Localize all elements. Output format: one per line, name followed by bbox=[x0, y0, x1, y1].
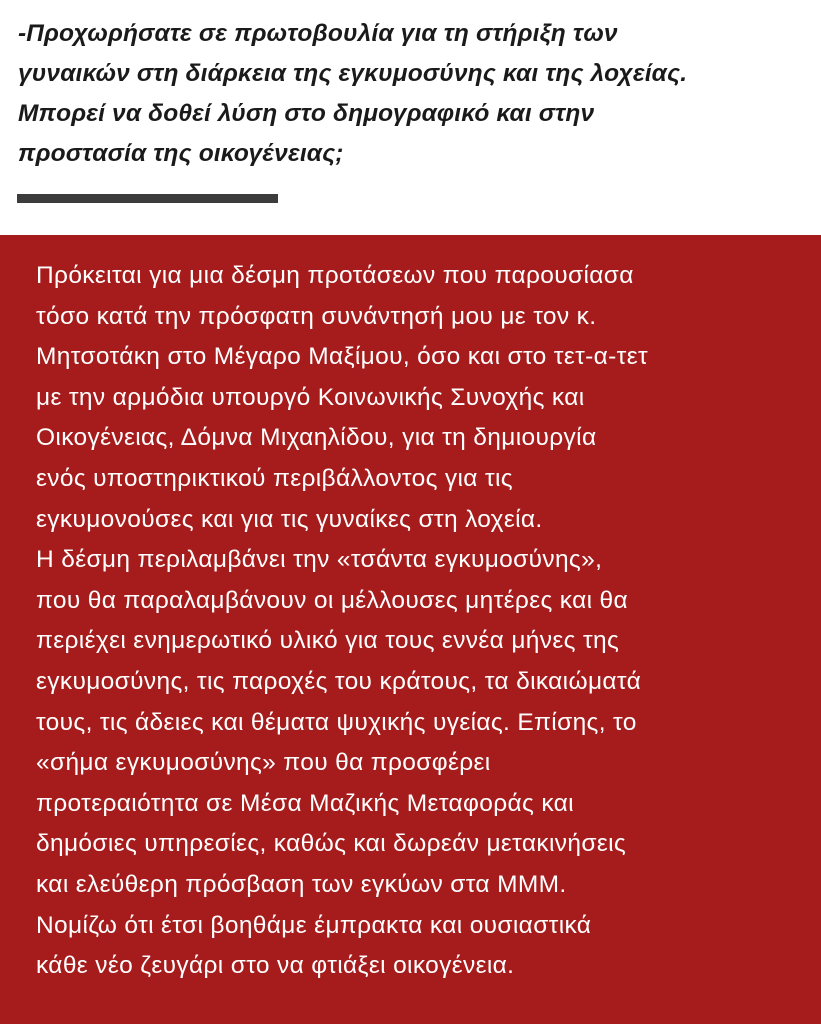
question-line: -Προχωρήσατε σε πρωτοβουλία για τη στήριξη των bbox=[18, 20, 618, 47]
answer-text bbox=[36, 256, 806, 987]
answer-line: Οικογένειας, Δόμνα Μιχαηλίδου, για τη δημιουργία bbox=[36, 424, 597, 452]
answer-line: με την αρμόδια υπουργό Κοινωνικής Συνοχής και bbox=[36, 383, 585, 411]
answer-panel bbox=[0, 235, 821, 1024]
answer-line: Πρόκειται για μια δέσμη προτάσεων που παρουσίασα bbox=[36, 262, 634, 289]
answer-line: κάθε νέο ζευγάρι στο να φτιάξει οικογένεια. bbox=[36, 952, 515, 980]
answer-line: τους, τις άδειες και θέματα ψυχικής υγείας. Επίσης, το bbox=[36, 708, 637, 736]
answer-line: τόσο κατά την πρόσφατη συνάντησή μου με τον κ. bbox=[36, 302, 597, 330]
answer-line: που θα παραλαμβάνουν οι μέλλουσες μητέρες και θα bbox=[36, 586, 629, 614]
answer-line: ενός υποστηρικτικού περιβάλλοντος για τις bbox=[36, 464, 513, 492]
answer-line: περιέχει ενημερωτικό υλικό για τους εννέα μήνες της bbox=[36, 627, 620, 655]
question-line: Μπορεί να δοθεί λύση στο δημογραφικό και στην bbox=[18, 100, 595, 127]
answer-line: εγκυμοσύνης, τις παροχές του κράτους, τα δικαιώματά bbox=[36, 667, 642, 695]
answer-line: δημόσιες υπηρεσίες, καθώς και δωρεάν μετακινήσεις bbox=[36, 830, 627, 858]
answer-line: «σήμα εγκυμοσύνης» που θα προσφέρει bbox=[36, 749, 491, 777]
answer-line: Η δέσμη περιλαμβάνει την «τσάντα εγκυμοσύνης», bbox=[36, 546, 603, 574]
question-heading bbox=[18, 14, 808, 174]
answer-line: Μητσοτάκη στο Μέγαρο Μαξίμου, όσο και στο τετ-α-τετ bbox=[36, 343, 648, 371]
question-line: προστασία της οικογένειας; bbox=[18, 140, 344, 167]
answer-line: εγκυμονούσες και για τις γυναίκες στη λοχεία. bbox=[36, 505, 543, 533]
answer-line: προτεραιότητα σε Μέσα Μαζικής Μεταφοράς και bbox=[36, 789, 574, 817]
answer-line: Νομίζω ότι έτσι βοηθάμε έμπρακτα και ουσιαστικά bbox=[36, 911, 592, 939]
answer-line: και ελεύθερη πρόσβαση των εγκύων στα ΜΜΜ. bbox=[36, 870, 567, 898]
divider-bar bbox=[17, 194, 278, 203]
question-line: γυναικών στη διάρκεια της εγκυμοσύνης και της λοχείας. bbox=[18, 60, 688, 87]
